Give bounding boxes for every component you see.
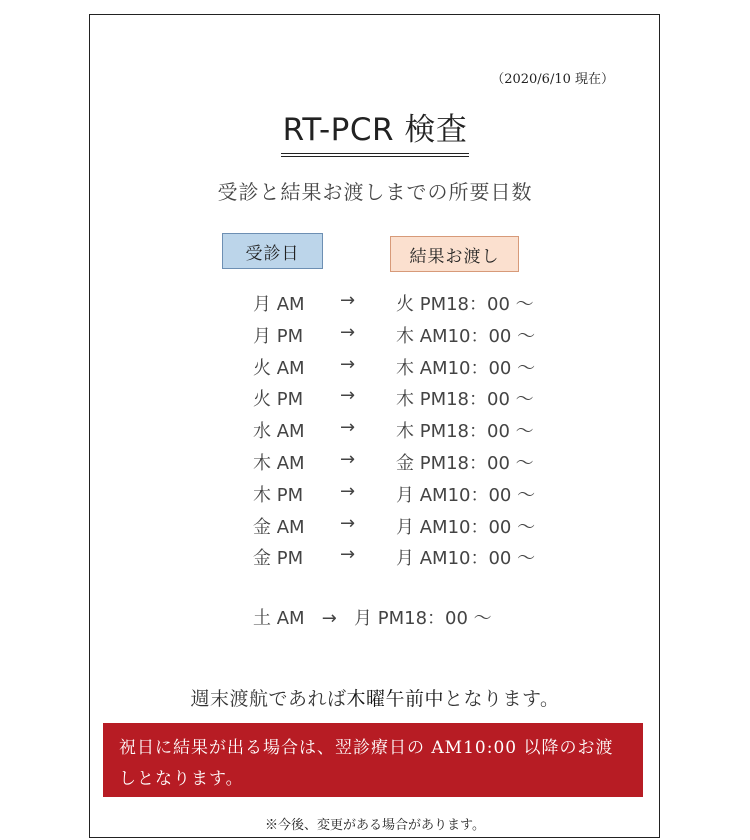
page-subtitle: 受診と結果お渡しまでの所要日数 (217, 180, 533, 204)
schedule-row (0, 349, 750, 381)
visit-slot: 月 AM (253, 294, 305, 315)
schedule-row (0, 508, 750, 540)
schedule-row (0, 539, 750, 571)
schedule-row (0, 444, 750, 476)
schedule-row (0, 285, 750, 317)
visit-slot: 月 PM (253, 325, 304, 347)
arrow-icon: → (340, 417, 356, 439)
visit-slot: 金 AM (253, 516, 305, 538)
as-of-date: （2020/6/10 現在） (491, 72, 614, 87)
visit-slot: 木 PM (253, 484, 304, 506)
visit-slot: 火 AM (253, 357, 305, 379)
arrow-icon: → (340, 385, 356, 407)
delivery-slot: 木 PM18：00 ～ (396, 421, 534, 443)
delivery-slot: 木 AM10：00 ～ (396, 357, 536, 379)
schedule-row (0, 412, 750, 444)
visit-slot: 土 AM (253, 608, 305, 629)
delivery-slot: 木 AM10：00 ～ (396, 325, 536, 347)
delivery-slot: 木 PM18：00 ～ (396, 389, 534, 411)
delivery-slot: 月 AM10：00 ～ (396, 548, 536, 570)
delivery-slot: 月 AM10：00 ～ (396, 516, 536, 538)
title-wrap (0, 104, 750, 157)
weekend-note (0, 684, 750, 711)
schedule-row (0, 317, 750, 349)
weekend-note-prefix: 週末渡航であれば (190, 688, 347, 710)
visit-slot: 火 PM (253, 389, 304, 411)
visit-slot: 水 AM (253, 421, 305, 443)
delivery-slot: 月 AM10：00 ～ (396, 484, 536, 506)
weekend-note-suffix: となります。 (444, 688, 560, 710)
saturday-row (253, 604, 492, 630)
result-delivery-header: 結果お渡し (390, 236, 519, 272)
weekend-note-emphasis: 木曜午前中 (346, 688, 445, 710)
arrow-icon: → (340, 321, 356, 343)
page-title: RT-PCR 検査 (281, 104, 470, 157)
visit-slot: 木 AM (253, 452, 305, 474)
arrow-icon: → (340, 480, 356, 502)
visit-day-header: 受診日 (222, 233, 323, 269)
footnote: ※今後、変更がある場合があります。 (265, 818, 485, 833)
visit-slot: 金 PM (253, 548, 304, 570)
arrow-icon: → (340, 544, 356, 566)
arrow-icon: → (340, 353, 356, 375)
arrow-icon: → (340, 512, 356, 534)
arrow-icon: → (340, 290, 356, 311)
schedule-row (0, 380, 750, 412)
delivery-slot: 火 PM18：00 ～ (396, 294, 534, 315)
holiday-notice-banner: 祝日に結果が出る場合は、翌診療日の AM10:00 以降のお渡しとなります。 (103, 723, 643, 797)
arrow-icon: → (340, 448, 356, 470)
schedule-table (0, 285, 750, 571)
schedule-row (0, 476, 750, 508)
delivery-slot: 月 PM18：00 ～ (354, 608, 492, 629)
arrow-icon: → (321, 608, 337, 629)
delivery-slot: 金 PM18：00 ～ (396, 452, 534, 474)
